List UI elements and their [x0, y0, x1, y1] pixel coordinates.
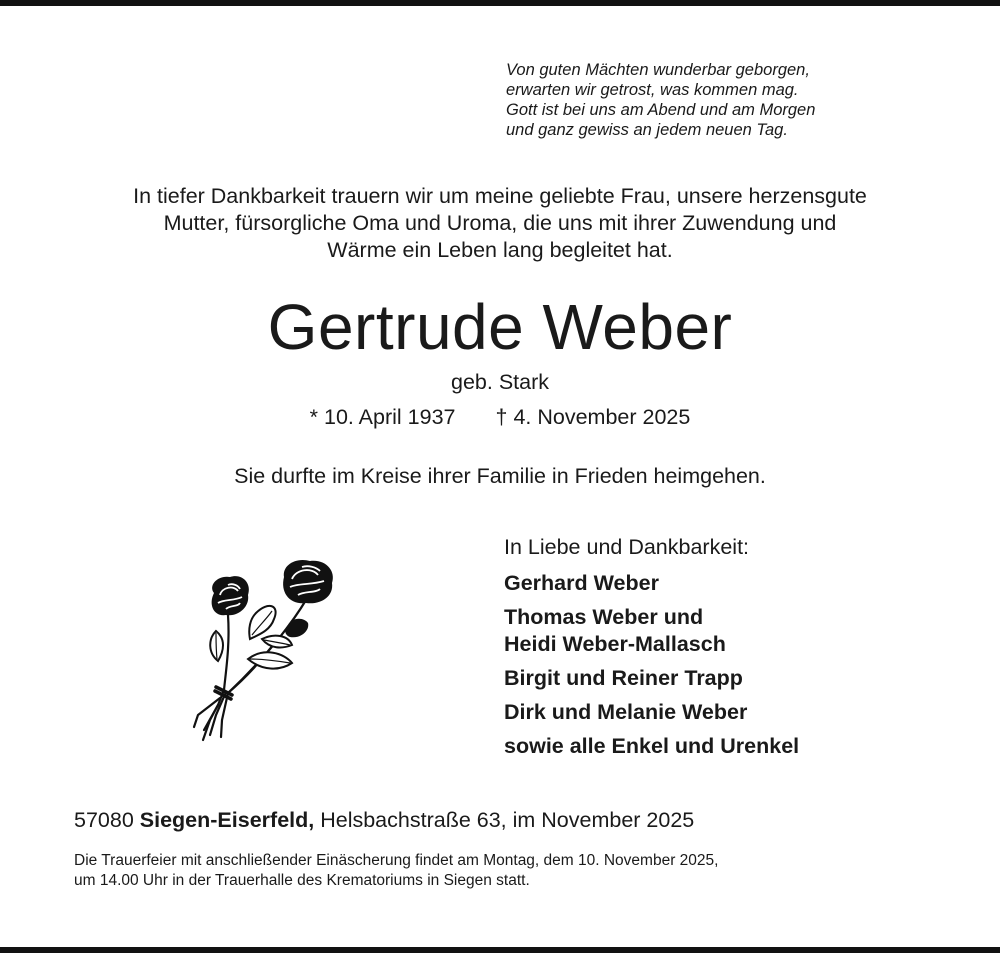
mourner-name: Dirk und Melanie Weber	[504, 700, 748, 724]
address-and-date: Helsbachstraße 63, im November 2025	[320, 808, 695, 832]
poem-line: Von guten Mächten wunderbar geborgen,	[506, 61, 810, 79]
intro-text	[0, 183, 1000, 264]
intro-line: Wärme ein Leben lang begleitet hat.	[327, 238, 673, 262]
poem-line: und ganz gewiss an jedem neuen Tag.	[506, 121, 788, 139]
mourner-name: Heidi Weber-Mallasch	[504, 632, 726, 656]
place-and-date	[74, 808, 694, 833]
mourner-name: Thomas Weber und	[504, 605, 704, 629]
city: Siegen-Eiserfeld,	[139, 808, 315, 832]
service-line: um 14.00 Uhr in der Trauerhalle des Krematoriums in Siegen statt.	[74, 872, 530, 889]
intro-line: Mutter, fürsorgliche Oma und Uroma, die uns mit ihrer Zuwendung und	[163, 211, 837, 235]
poem	[506, 60, 815, 140]
mourners-list	[504, 535, 799, 767]
deceased-name: Gertrude Weber	[267, 291, 733, 363]
poem-line: erwarten wir getrost, was kommen mag.	[506, 81, 799, 99]
mourner-name: Birgit und Reiner Trapp	[504, 666, 743, 690]
intro-line: In tiefer Dankbarkeit trauern wir um meine geliebte Frau, unsere herzensgute	[133, 184, 867, 208]
poem-line: Gott ist bei uns am Abend und am Morgen	[506, 101, 816, 119]
mourner-name: Gerhard Weber	[504, 571, 659, 595]
mourner-entry	[504, 699, 799, 726]
peace-statement: Sie durfte im Kreise ihrer Familie in Frieden heimgehen.	[234, 464, 766, 488]
roses-icon	[188, 555, 343, 750]
zip-code: 57080	[74, 808, 134, 832]
mourner-entry	[504, 733, 799, 760]
death-date: † 4. November 2025	[495, 405, 691, 429]
service-notice	[74, 851, 934, 891]
mourners-lead: In Liebe und Dankbarkeit:	[504, 535, 750, 559]
service-line: Die Trauerfeier mit anschließender Einäscherung findet am Montag, dem 10. November 2025,	[74, 852, 719, 869]
mourner-entry	[504, 604, 799, 658]
mourner-entry	[504, 665, 799, 692]
mourner-entry	[504, 570, 799, 597]
life-dates	[0, 405, 1000, 430]
maiden-name: geb. Stark	[451, 370, 549, 394]
birth-date: * 10. April 1937	[309, 405, 456, 429]
mourner-name: sowie alle Enkel und Urenkel	[504, 734, 800, 758]
